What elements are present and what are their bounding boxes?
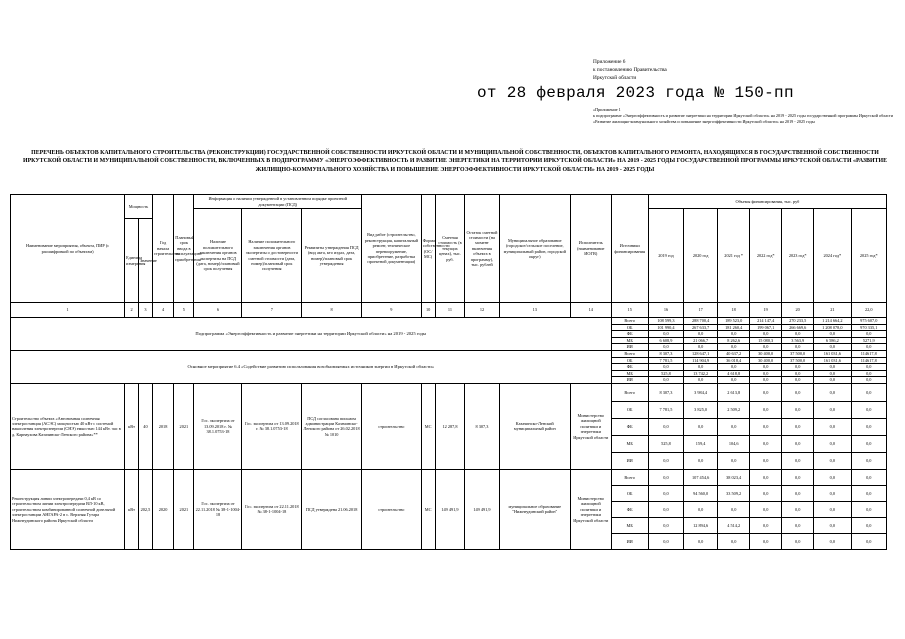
- appendix-line: к постановлению Правительства: [593, 67, 667, 73]
- funding-value: 0,0: [851, 517, 886, 533]
- object-capacity: 202,5: [139, 469, 153, 549]
- funding-value: 21 066,7: [684, 337, 718, 344]
- header-value: Значение: [139, 219, 153, 303]
- column-number: 4: [152, 303, 173, 318]
- funding-value: 0,0: [750, 383, 782, 401]
- funding-source: ФБ: [611, 364, 648, 371]
- funding-value: 94 560,0: [684, 485, 718, 501]
- column-number: 12: [465, 303, 499, 318]
- funding-value: 0,0: [814, 501, 851, 517]
- column-number: 22,0: [851, 303, 886, 318]
- header-year: 2023 год*: [782, 209, 814, 303]
- header-year: 2024 год*: [814, 209, 851, 303]
- funding-value: 0,0: [750, 485, 782, 501]
- funding-value: 0,0: [782, 452, 814, 469]
- header-funding: Объемы финансирования, тыс. руб: [648, 195, 886, 209]
- funding-source: МБ: [611, 370, 648, 377]
- funding-value: 2 509,2: [718, 401, 750, 418]
- funding-value: 0,0: [684, 452, 718, 469]
- object-start-year: 2020: [152, 469, 173, 549]
- funding-value: 3 984,4: [684, 383, 718, 401]
- funding-value: 0,0: [851, 331, 886, 338]
- funding-value: 7 781,5: [648, 357, 683, 364]
- funding-value: 525,8: [648, 435, 683, 452]
- object-municipality: муниципальное образование "Нижнеудинский район": [499, 469, 570, 549]
- object-unit: кВт: [125, 383, 139, 469]
- funding-value: 0,0: [851, 452, 886, 469]
- funding-value: 0,0: [718, 533, 750, 549]
- funding-value: 0,0: [782, 501, 814, 517]
- object-executor: Министерство жилищной политики и энергетики Иркутской области: [571, 383, 612, 469]
- header-estimate: Сметная стоимость (в текущих ценах), тыс. руб.: [435, 195, 465, 303]
- column-number: 1: [11, 303, 125, 318]
- funding-value: 0,0: [782, 418, 814, 435]
- object-estimate: 149 491,9: [435, 469, 465, 549]
- decree-stamp: от 28 февраля 2023 года № 150-пп: [477, 84, 794, 102]
- funding-value: 0,0: [782, 517, 814, 533]
- funding-value: 0,0: [782, 383, 814, 401]
- funding-value: 0,0: [648, 452, 683, 469]
- header-year: 2025 год*: [851, 209, 886, 303]
- funding-value: 30 400,0: [750, 350, 782, 357]
- column-number: 3: [139, 303, 153, 318]
- funding-value: 0,0: [851, 485, 886, 501]
- header-psd-info: Информация о наличии утвержденной в установленном порядке проектной документации (ПСД): [194, 195, 361, 209]
- column-number: 6: [194, 303, 242, 318]
- funding-value: 6 608,9: [648, 337, 683, 344]
- funding-value: 0,0: [684, 418, 718, 435]
- header-municipality: Муниципальное образование (городское/сельское поселение, муниципальный район, городской округ): [499, 195, 570, 303]
- funding-value: 0,0: [750, 435, 782, 452]
- funding-value: 0,0: [684, 331, 718, 338]
- funding-source: ИИ: [611, 533, 648, 549]
- funding-source: ОБ: [611, 357, 648, 364]
- funding-value: 0,0: [782, 435, 814, 452]
- funding-value: 0,0: [648, 364, 683, 371]
- funding-source: ИИ: [611, 452, 648, 469]
- funding-value: 8 307,3: [648, 383, 683, 401]
- funding-value: 0,0: [782, 469, 814, 485]
- funding-value: 0,0: [782, 370, 814, 377]
- header-row: [11, 195, 887, 209]
- funding-value: 36 018,4: [718, 357, 750, 364]
- object-ownership: МС: [421, 383, 435, 469]
- header-ownership: Форма собственности (ОС/МС): [421, 195, 435, 303]
- funding-value: 0,0: [648, 501, 683, 517]
- header-remaining: Остаток сметной стоимости (на момент включения объекта в программу), тыс. рублей: [465, 195, 499, 303]
- funding-value: 0,0: [750, 370, 782, 377]
- funding-value: 2 613,8: [718, 383, 750, 401]
- funding-value: 0,0: [782, 377, 814, 384]
- funding-source: МБ: [611, 517, 648, 533]
- funding-value: 40 637,2: [718, 350, 750, 357]
- funding-value: 0,0: [648, 331, 683, 338]
- funding-value: 0,0: [851, 364, 886, 371]
- funding-value: 0,0: [851, 501, 886, 517]
- column-number: 10: [421, 303, 435, 318]
- funding-value: 288 700,4: [684, 318, 718, 325]
- funding-value: 0,0: [814, 364, 851, 371]
- column-number: 17: [684, 303, 718, 318]
- funding-value: 0,0: [814, 377, 851, 384]
- object-work-type: строительство: [361, 469, 421, 549]
- funding-value: 0,0: [814, 344, 851, 351]
- funding-value: 0,0: [814, 418, 851, 435]
- funding-value: 6 586,2: [814, 337, 851, 344]
- funding-value: 0,0: [750, 401, 782, 418]
- funding-source: ФБ: [611, 331, 648, 338]
- column-number: 15: [611, 303, 648, 318]
- column-number: 5: [174, 303, 194, 318]
- funding-value: 0,0: [851, 383, 886, 401]
- funding-value: 0,0: [750, 533, 782, 549]
- funding-value: 0,0: [750, 452, 782, 469]
- funding-value: 0,0: [718, 377, 750, 384]
- funding-value: 0,0: [782, 331, 814, 338]
- funding-value: 199 067,1: [750, 324, 782, 331]
- document-title: ПЕРЕЧЕНЬ ОБЪЕКТОВ КАПИТАЛЬНОГО СТРОИТЕЛЬСТВА (РЕКОНСТРУКЦИИ) ГОСУДАРСТВЕННОЙ СОБСТВЕННОСТИ ИРКУТСКОЙ ОБЛАСТИ И МУНИЦИПАЛЬНОЙ СОБСТВЕННОСТИ, ОБЪЕКТОВ КАПИТАЛЬНОГО РЕМОНТА, НАХОДЯЩИХСЯ В ГОСУДАРСТВЕННОЙ СОБСТВЕННОСТИ ИРКУТСКОЙ ОБЛАСТИ И МУНИЦИПАЛЬНОЙ СОБСТВЕННОСТИ, ВКЛЮЧЕННЫХ В ПОДПРОГРАММУ «ЭНЕРГОЭФФЕКТИВНОСТЬ И РАЗВИТИЕ ЭНЕРГЕТИКИ НА ТЕРРИТОРИИ ИРКУТСКОЙ ОБЛАСТИ» НА 2019 - 2025 ГОДЫ ГОСУДАРСТВЕННОЙ ПРОГРАММЫ ИРКУТСКОЙ ОБЛАСТИ «РАЗВИТИЕ ЖИЛИЩНО-КОММУНАЛЬНОГО ХОЗЯЙСТВА И ПОВЫШЕНИЕ ЭНЕРГОЭФФЕКТИВНОСТИ ИРКУТСКОЙ ОБЛАСТИ» НА 2019 - 2025 ГОДЫ: [23, 150, 887, 173]
- table-row: [11, 350, 887, 357]
- object-ownership: МС: [421, 469, 435, 549]
- subprogram-title: Подпрограмма «Энергоэффективность и развитие энергетики на территории Иркутской области» на 2019 - 2025 годы: [11, 318, 612, 351]
- funding-value: 0,0: [851, 533, 886, 549]
- header-psd-cost: Наличие положительного заключения органов экспертизы о достоверности сметной стоимости (дата, номер)/плановый срок получения: [242, 209, 302, 303]
- funding-value: 15 080,3: [750, 337, 782, 344]
- funding-value: 7 781,5: [648, 401, 683, 418]
- funding-value: 37 500,0: [782, 357, 814, 364]
- funding-value: 0,0: [782, 344, 814, 351]
- main-event-title: Основное мероприятие 6.4 «Содействие развитию использования возобновляемых источников энергии в Иркутской области»: [11, 350, 612, 383]
- column-number: 18: [718, 303, 750, 318]
- funding-value: 108 599,3: [648, 318, 683, 325]
- funding-value: 525,8: [648, 370, 683, 377]
- funding-value: 0,0: [684, 501, 718, 517]
- funding-value: 114617,8: [851, 357, 886, 364]
- funding-value: 0,0: [648, 377, 683, 384]
- funding-value: 0,0: [814, 331, 851, 338]
- funding-value: 0,0: [814, 370, 851, 377]
- objects-table: [10, 194, 887, 550]
- funding-value: 0,0: [718, 501, 750, 517]
- object-estimate: 12 287,8: [435, 383, 465, 469]
- funding-value: 970 335,1: [851, 324, 886, 331]
- funding-source: МБ: [611, 435, 648, 452]
- funding-source: Всего: [611, 318, 648, 325]
- funding-value: 0,0: [814, 469, 851, 485]
- header-year: 2019 год: [648, 209, 683, 303]
- funding-value: 0,0: [814, 452, 851, 469]
- object-remaining: 149 491,9: [465, 469, 499, 549]
- header-executor: Исполнитель (наименование ИОГВ): [571, 195, 612, 303]
- funding-value: 0,0: [750, 418, 782, 435]
- column-number: 7: [242, 303, 302, 318]
- funding-value: 30 400,0: [750, 357, 782, 364]
- funding-value: 0,0: [814, 435, 851, 452]
- funding-value: 267 633,7: [684, 324, 718, 331]
- funding-value: 0,0: [851, 377, 886, 384]
- object-work-type: строительство: [361, 383, 421, 469]
- funding-value: 0,0: [814, 485, 851, 501]
- funding-value: 0,0: [718, 418, 750, 435]
- funding-value: 114 904,9: [684, 357, 718, 364]
- funding-value: 0,0: [648, 469, 683, 485]
- funding-value: 107 454,6: [684, 469, 718, 485]
- funding-value: 0,0: [648, 533, 683, 549]
- object-plan-year: 2021: [174, 383, 194, 469]
- object-psd-cost: Гос. экспертиза от 22.11.2018 № 38-1-1004-18: [242, 469, 302, 549]
- appendix-subheader: [593, 107, 893, 126]
- column-number: 9: [361, 303, 421, 318]
- funding-value: 0,0: [750, 501, 782, 517]
- appendix-line: Приложение 6: [593, 59, 626, 65]
- funding-value: 0,0: [684, 533, 718, 549]
- funding-value: 8 262,6: [718, 337, 750, 344]
- header-year: 2020 год: [684, 209, 718, 303]
- funding-source: ОБ: [611, 324, 648, 331]
- funding-value: 12 894,6: [684, 517, 718, 533]
- funding-value: 0,0: [750, 469, 782, 485]
- column-number: 20: [782, 303, 814, 318]
- funding-value: 0,0: [648, 485, 683, 501]
- funding-value: 0,0: [814, 401, 851, 418]
- funding-source: Всего: [611, 383, 648, 401]
- funding-value: 975 607,0: [851, 318, 886, 325]
- header-work-type: Вид работ (строительство, реконструкция, капитальный ремонт, техническое перевооружение, приобретение, разработка проектной документации): [361, 195, 421, 303]
- funding-value: 0,0: [750, 344, 782, 351]
- funding-value: 0,0: [851, 344, 886, 351]
- funding-value: 0,0: [750, 331, 782, 338]
- funding-value: 0,0: [851, 469, 886, 485]
- funding-value: 189 523,0: [718, 318, 750, 325]
- column-number: 19: [750, 303, 782, 318]
- funding-source: ОБ: [611, 401, 648, 418]
- funding-value: 0,0: [851, 435, 886, 452]
- funding-source: ФБ: [611, 418, 648, 435]
- funding-value: 0,0: [851, 370, 886, 377]
- table-row: [11, 383, 887, 401]
- appendix-sub-line: к подпрограмме «Энергоэффективность и развитие энергетики на территории Иркутской области» на 2019 - 2025 годы государственной программы Иркутской области «Развитие жилищно-коммунального хозяйства и повышение энергоэффективности Иркутской области» на 2019 - 2025 годы: [593, 113, 893, 125]
- object-start-year: 2018: [152, 383, 173, 469]
- appendix-line: Иркутской области: [593, 75, 637, 81]
- funding-source: ФБ: [611, 501, 648, 517]
- column-numbers-row: [11, 303, 887, 318]
- funding-source: Всего: [611, 350, 648, 357]
- object-psd-positive: Гос. экспертиза от 13.09.2018 г. № 38.1.0753-18: [194, 383, 242, 469]
- funding-value: 0,0: [718, 364, 750, 371]
- funding-value: 0,0: [750, 517, 782, 533]
- header-year: 2022 год*: [750, 209, 782, 303]
- funding-value: 0,0: [750, 364, 782, 371]
- funding-value: 0,0: [782, 485, 814, 501]
- funding-value: 214 147,4: [750, 318, 782, 325]
- funding-source: ИИ: [611, 377, 648, 384]
- column-number: 21: [814, 303, 851, 318]
- funding-value: 0,0: [782, 401, 814, 418]
- object-unit: кВт: [125, 469, 139, 549]
- appendix-sub-line: «Приложение 1: [593, 107, 621, 112]
- funding-value: 0,0: [851, 401, 886, 418]
- column-number: 8: [302, 303, 362, 318]
- funding-value: 128 647,1: [684, 350, 718, 357]
- funding-value: 161 031,6: [814, 350, 851, 357]
- table-row: [11, 469, 887, 485]
- funding-value: 3 563,9: [782, 337, 814, 344]
- funding-value: 0,0: [750, 377, 782, 384]
- funding-value: 270 233,5: [782, 318, 814, 325]
- funding-value: 104,6: [718, 435, 750, 452]
- header-sources: Источники финансирования: [611, 195, 648, 303]
- object-plan-year: 2021: [174, 469, 194, 549]
- funding-value: 33 509,2: [718, 485, 750, 501]
- funding-value: 161 031,6: [814, 357, 851, 364]
- funding-value: 1 208 078,0: [814, 324, 851, 331]
- object-psd-props: ПСД согласована письмом администрации Казачинско-Ленского района от 26.02.2018 № 1010: [302, 383, 362, 469]
- funding-value: 0,0: [851, 418, 886, 435]
- header-year: 2021 год *: [718, 209, 750, 303]
- funding-value: 0,0: [648, 418, 683, 435]
- object-name: Реконструкция линии электропередачи 0,4 кВ со строительством линии электропередачи ВЛ-10 кВ, строительством комбинированной солнечной дизельной электростанции АНГАРА-2 в с. Верхняя Гутара Нижнеудинского района Иркутской области: [11, 469, 125, 549]
- funding-value: 181 260,4: [718, 324, 750, 331]
- column-number: 14: [571, 303, 612, 318]
- header-unit: Единица измерения: [125, 219, 139, 303]
- funding-source: ИИ: [611, 344, 648, 351]
- funding-value: 0,0: [782, 364, 814, 371]
- object-remaining: 8 307,3: [465, 383, 499, 469]
- funding-value: 114617,8: [851, 350, 886, 357]
- funding-source: Всего: [611, 469, 648, 485]
- funding-value: 0,0: [718, 344, 750, 351]
- funding-value: 13 742,2: [684, 370, 718, 377]
- funding-source: ОБ: [611, 485, 648, 501]
- funding-value: 3 825,0: [684, 401, 718, 418]
- funding-value: 0,0: [684, 377, 718, 384]
- header-psd-positive: Наличие положительного заключения органов экспертизы на ПСД (дата, номер)/плановый срок получения: [194, 209, 242, 303]
- funding-value: 38 023,4: [718, 469, 750, 485]
- funding-value: 0,0: [684, 344, 718, 351]
- header-power: Мощность: [125, 195, 153, 219]
- funding-value: 0,0: [814, 383, 851, 401]
- appendix-header: [593, 58, 667, 82]
- column-number: 13: [499, 303, 570, 318]
- funding-value: 0,0: [648, 517, 683, 533]
- object-psd-positive: Гос. экспертиза от 22.11.2018 № 38-1-1004-18: [194, 469, 242, 549]
- table-row: [11, 318, 887, 325]
- column-number: 2: [125, 303, 139, 318]
- funding-value: 4 514,2: [718, 517, 750, 533]
- funding-source: МБ: [611, 337, 648, 344]
- funding-value: 8 307,3: [648, 350, 683, 357]
- object-executor: Министерство жилищной политики и энергетики Иркутской области: [571, 469, 612, 549]
- funding-value: 266 669,6: [782, 324, 814, 331]
- funding-value: 0,0: [814, 533, 851, 549]
- funding-value: 0,0: [648, 344, 683, 351]
- column-number: 16: [648, 303, 683, 318]
- header-psd-props: Реквизиты утверждения ПСД (вид акта, кто издал, дата, номер)/плановый срок утверждения: [302, 209, 362, 303]
- funding-value: 101 990,4: [648, 324, 683, 331]
- funding-value: 5271,9: [851, 337, 886, 344]
- column-number: 11: [435, 303, 465, 318]
- funding-value: 4 618,8: [718, 370, 750, 377]
- funding-value: 1 214 664,2: [814, 318, 851, 325]
- funding-value: 0,0: [718, 452, 750, 469]
- funding-value: 0,0: [718, 331, 750, 338]
- header-name: Наименование мероприятия, объекта, ПИР (с расшифровкой по объектам): [11, 195, 125, 303]
- header-start-year: Год начала строительства: [152, 195, 173, 303]
- funding-value: 159,4: [684, 435, 718, 452]
- object-psd-props: ПСД утверждена 21.06.2018: [302, 469, 362, 549]
- object-psd-cost: Гос. экспертиза от 13.09.2018 г. № 38.1.0753-18: [242, 383, 302, 469]
- object-capacity: 40: [139, 383, 153, 469]
- funding-value: 0,0: [814, 517, 851, 533]
- funding-value: 0,0: [684, 364, 718, 371]
- funding-value: 0,0: [782, 533, 814, 549]
- table-body: [11, 318, 887, 550]
- header-plan-year: Плановый срок ввода в эксплуатацию/приобретения: [174, 195, 194, 303]
- object-municipality: Казачинско-Ленский муниципальный район: [499, 383, 570, 469]
- object-name: Строительство объекта «Автономная солнечная электростанция (АСЭС) мощностью 40 кВт с системой накопления электроэнергии (СНЭ) емкостью 144 кВт. час в д. Карнаухова Казачинско-Ленского района»**: [11, 383, 125, 469]
- funding-value: 37 500,0: [782, 350, 814, 357]
